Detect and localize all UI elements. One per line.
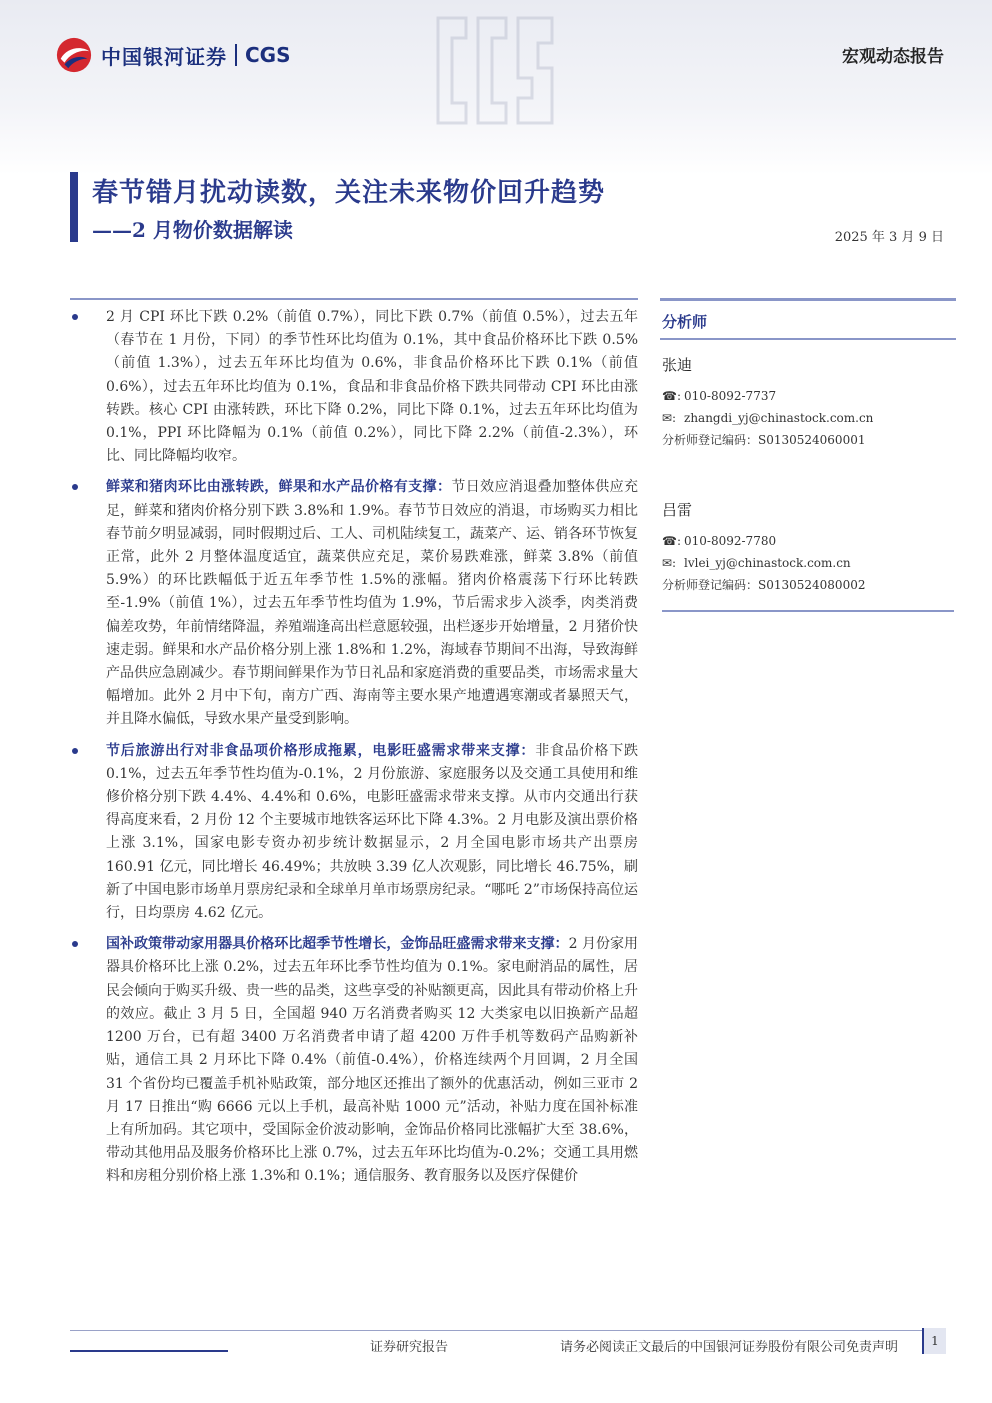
report-title: 春节错月扰动读数，关注未来物价回升趋势	[92, 178, 606, 208]
food-paragraph	[70, 476, 638, 731]
galaxy-logo-icon	[55, 36, 93, 74]
cgs-watermark-graphic	[430, 8, 560, 133]
nonfood-paragraph	[70, 740, 638, 926]
analyst-email-row	[662, 552, 954, 574]
bullet-icon	[72, 484, 78, 490]
analyst-card	[660, 340, 956, 451]
analyst-registration: 分析师登记编码：S0130524080002	[662, 578, 866, 592]
analyst-registration: 分析师登记编码：S0130524060001	[662, 433, 866, 447]
analyst-phone: 010-8092-7780	[684, 534, 777, 548]
footer-report-label: 证券研究报告	[370, 1340, 449, 1355]
analyst-email[interactable]: zhangdi_yj@chinastock.com.cn	[684, 411, 874, 425]
phone-icon: ☎:	[662, 534, 681, 548]
analyst-sidebar	[660, 298, 956, 612]
paragraph-lead: 国补政策带动家用器具价格环比超季节性增长，金饰品旺盛需求带来支撑：	[106, 936, 569, 953]
logo-separator	[235, 44, 237, 66]
paragraph-text: 2 月份家用器具价格环比上涨 0.2%，过去五年环比季节性均值为 0.1%。家电耐消品的属性，居民会倾向于购买升级、贵一些的品类，这些享受的补贴额更高，因此具有带动价格上升的效应。截止 3 月 5 日，全国超 940 万名消费者购买 12 大类家电以旧换新产品超 1200 万台，已有超 3400 万名消费者申请了超 4200 万件手机等数码产品购新补贴，通信工具 2 月环比下降 0.4%（前值-0.4%），价格连续两个月回调，2 月全国 31 个省份均已覆盖手机补贴政策，部分地区还推出了额外的优惠活动，例如三亚市 2 月 17 日推出“购 6666 元以上手机，最高补贴 1000 元”活动，补贴力度在国补标准上有所加码。其它项中，受国际金价波动影响，金饰品价格同比涨幅扩大至 38.6%，带动其他用品及服务价格环比上涨 0.7%，过去五年环比均值为-0.2%；交通工具用燃料和房租分别价格上涨 1.3%和 0.1%；通信服务、教育服务以及医疗保健价	[106, 936, 639, 1185]
email-icon: ✉:	[662, 556, 677, 570]
bullet-icon	[72, 941, 78, 947]
summary-paragraph	[70, 306, 638, 468]
report-date: 2025 年 3 月 9 日	[834, 230, 944, 245]
analyst-card	[660, 485, 956, 612]
main-content	[70, 298, 638, 1197]
email-icon: ✉:	[662, 411, 677, 425]
paragraph-lead: 鲜菜和猪肉环比由涨转跌，鲜果和水产品价格有支撑：	[106, 479, 452, 496]
brand-logo	[55, 36, 291, 74]
analyst-email-row	[662, 407, 954, 429]
bullet-icon	[72, 748, 78, 754]
analyst-name: 吕雷	[662, 501, 693, 519]
paragraph-text: 节日效应消退叠加整体供应充足，鲜菜和猪肉价格分别下跌 3.8%和 1.9%。春节节日效应的消退，市场购买力相比春节前夕明显减弱，同时假期过后、工人、司机陆续复工，蔬菜产、运、销各环节恢复正常，此外 2 月整体温度适宜，蔬菜供应充足，菜价易跌难涨，鲜菜 3.8%（前值 5.9%）的环比跌幅低于近五年季节性 1.5%的涨幅。猪肉价格震荡下行环比转跌至-1.9%（前值 1%），过去五年季节性均值为 1.9%，节后需求步入淡季，肉类消费偏差攻势，年前情绪降温，养殖端逢高出栏意愿较强，出栏逐步开始增量，2 月猪价快速走弱。鲜果和水产品价格分别上涨 1.8%和 1.2%，海域春节期间不出海，导致海鲜产品供应急剧减少。春节期间鲜果作为节日礼品和家庭消费的重要品类，市场需求量大幅增加。此外 2 月中下旬，南方广西、海南等主要水果产地遭遇寒潮或者暴照天气，并且降水偏低，导致水果产量受到影响。	[106, 479, 639, 728]
page-number: 1	[922, 1328, 946, 1354]
paragraph-text: 2 月 CPI 环比下跌 0.2%（前值 0.7%），同比下跌 0.7%（前值 0.5%），过去五年（春节在 1 月份，下同）的季节性环比均值为 0.1%，其中食品价格环比下跌 0.5%（前值 1.3%），过去五年环比均值为 0.6%，非食品价格环比下跌 0.1%（前值 0.6%），过去五年环比均值为 0.1%，食品和非食品价格下跌共同带动 CPI 环比由涨转跌。核心 CPI 由涨转跌，环比下降 0.2%，同比下降 0.1%，过去五年环比均值为 0.1%，PPI 环比降幅为 0.1%（前值 0.2%），同比下降 2.2%（前值-2.3%），环比、同比降幅均收窄。	[106, 309, 638, 465]
bullet-icon	[72, 314, 78, 320]
footer-accent-rule	[70, 1350, 228, 1352]
logo-chinese-name: 中国银河证券	[101, 44, 227, 69]
analyst-email[interactable]: lvlei_yj@chinastock.com.cn	[684, 556, 851, 570]
main-top-rule	[70, 298, 638, 300]
sidebar-bottom-rule	[662, 610, 954, 612]
paragraph-text: 非食品价格下跌 0.1%，过去五年季节性均值为-0.1%，2 月份旅游、家庭服务以及交通工具使用和维修价格分别下跌 4.4%、4.4%和 0.6%，电影旺盛需求带来支撑。从市内交通出行获得高度来看，2 月份 12 个主要城市地铁客运环比下降 4.3%。2 月电影及演出票价格上涨 3.1%，国家电影专资办初步统计数据显示，2 月全国电影市场共产出票房 160.91 亿元，同比增长 46.49%；共放映 3.39 亿人次观影，同比增长 46.75%，刷新了中国电影市场单月票房纪录和全球单月单市场票房纪录。“哪吒 2”市场保持高位运行，日均票房 4.62 亿元。	[106, 742, 639, 922]
footer-disclaimer: 请务必阅读正文最后的中国银河证券股份有限公司免责声明	[560, 1340, 899, 1355]
analyst-name: 张迪	[662, 356, 693, 374]
paragraph-lead: 节后旅游出行对非食品项价格形成拖累，电影旺盛需求带来支撑：	[106, 742, 536, 759]
analyst-phone: 010-8092-7737	[684, 389, 777, 403]
sidebar-heading: 分析师	[660, 301, 956, 340]
report-type-label: 宏观动态报告	[842, 47, 944, 67]
analyst-spacer	[660, 451, 956, 485]
report-subtitle: ——2 月物价数据解读	[92, 218, 293, 242]
analyst-phone-row	[662, 385, 954, 407]
footer-rule	[70, 1330, 945, 1331]
title-accent-bar	[70, 172, 78, 242]
analyst-phone-row	[662, 530, 954, 552]
logo-english-name: CGS	[245, 43, 291, 67]
phone-icon: ☎:	[662, 389, 681, 403]
subsidy-paragraph	[70, 933, 638, 1188]
